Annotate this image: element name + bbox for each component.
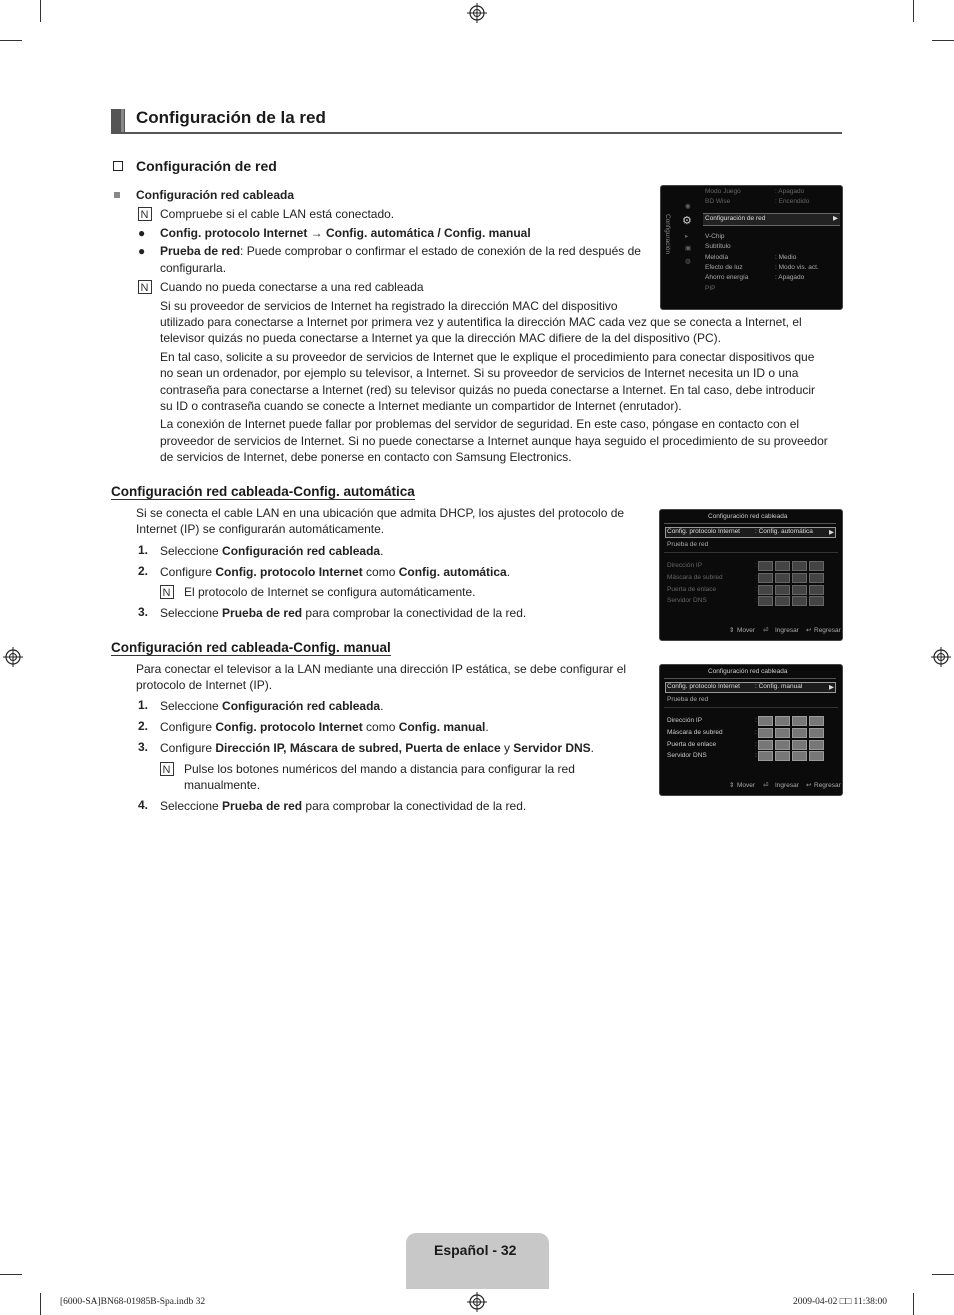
bullet-text: Config. protocolo Internet → Config. automática / Config. manual <box>160 226 531 240</box>
tv-menu-row-label: V-Chip <box>705 233 725 240</box>
ip-octet-box[interactable] <box>792 740 807 750</box>
ip-octet-box <box>758 596 773 606</box>
paragraph-line: protocolo de Internet (IP). <box>136 678 273 692</box>
step-text: Configure Config. protocolo Internet como Config. automática. <box>160 565 511 579</box>
bullet-text: configurarla. <box>160 261 227 275</box>
tv-menu-row-value: : Medio <box>775 254 797 261</box>
tv-field-label: Servidor DNS <box>667 752 707 759</box>
step-number: 3. <box>138 605 149 619</box>
ip-octet-box <box>792 573 807 583</box>
enter-icon: ⏎ <box>763 782 769 789</box>
svg-text:N: N <box>162 587 171 599</box>
tv-colon: : <box>755 752 757 759</box>
section-heading: Configuración de red <box>136 158 277 174</box>
tv-auto-screenshot <box>659 509 843 641</box>
checkbox-bullet-icon <box>113 161 123 171</box>
crop-mark <box>0 40 22 41</box>
ip-octet-box[interactable] <box>758 751 773 761</box>
paragraph-line: no sean un ordenador, por ejemplo su televisor, a Internet. Si su proveedor de servicios de Internet necesita un ID o una <box>160 366 799 380</box>
registration-mark-icon <box>467 1292 487 1312</box>
tv-menu-row-value: : Apagado <box>775 274 805 281</box>
tv-menu-icon: ▸ <box>685 233 689 240</box>
tv-colon: : <box>755 597 757 604</box>
title-rule <box>111 132 842 134</box>
page-number: Español - 32 <box>434 1242 517 1258</box>
square-bullet-icon <box>114 192 120 198</box>
updown-icon: ⇕ <box>729 627 735 634</box>
tv-colon: : <box>755 562 757 569</box>
step-number: 1. <box>138 543 149 557</box>
ip-octet-box <box>809 561 824 571</box>
ip-octet-box <box>809 596 824 606</box>
svg-text:N: N <box>140 209 149 221</box>
ip-octet-box[interactable] <box>758 728 773 738</box>
tv-screen-title: Configuración red cableada <box>708 668 788 675</box>
return-icon: ↩ <box>806 627 812 634</box>
tv-button-hint: Mover <box>737 627 756 634</box>
ip-octet-box <box>758 573 773 583</box>
arrow-right-icon: ▶ <box>829 529 834 536</box>
paragraph-line: Si su proveedor de servicios de Internet ha registrado la dirección MAC del dispositivo <box>160 299 618 313</box>
step-text: Configure Dirección IP, Máscara de subred, Puerta de enlace y Servidor DNS. <box>160 741 594 755</box>
tv-field-label: Dirección IP <box>667 562 703 569</box>
tv-button-hint: Regresar <box>814 782 841 789</box>
ip-octet-box <box>758 561 773 571</box>
note-icon <box>138 280 152 294</box>
ip-octet-box[interactable] <box>809 728 824 738</box>
ip-octet-box <box>775 596 790 606</box>
step-number: 1. <box>138 698 149 712</box>
tv-field-label: Máscara de subred <box>667 729 723 736</box>
tv-field-label: Dirección IP <box>667 717 703 724</box>
note-text: El protocolo de Internet se configura automáticamente. <box>184 585 476 599</box>
tv-colon: : <box>755 717 757 724</box>
subsection-heading: Configuración red cableada <box>136 188 295 202</box>
step-text: Seleccione Configuración red cableada. <box>160 544 384 558</box>
title-marker <box>121 109 124 133</box>
paragraph-line: Internet (IP) se configurarán automáticamente. <box>136 522 385 536</box>
manual-heading: Configuración red cableada-Config. manual <box>111 640 391 655</box>
bullet-dot: ● <box>138 244 146 258</box>
crop-mark <box>932 1274 954 1275</box>
ip-octet-box <box>809 573 824 583</box>
tv-button-hint: Ingresar <box>775 782 799 789</box>
tv-field-label: Puerta de enlace <box>667 741 717 748</box>
paragraph-line: proveedor de servicios de Internet. Si no puede conectarse a Internet aunque haya seguido el procedimiento de su proveedor <box>160 434 828 448</box>
ip-octet-box[interactable] <box>775 740 790 750</box>
step-text: Seleccione Prueba de red para comprobar la conectividad de la red. <box>160 799 527 813</box>
return-icon: ↩ <box>806 782 812 789</box>
tv-row-value: : Config. automática <box>755 528 813 535</box>
ip-octet-box[interactable] <box>809 740 824 750</box>
auto-heading: Configuración red cableada-Config. automática <box>111 484 415 499</box>
step-number: 2. <box>138 564 149 578</box>
enter-icon: ⏎ <box>763 627 769 634</box>
crop-mark <box>0 1274 22 1275</box>
ip-octet-box[interactable] <box>775 751 790 761</box>
ip-octet-box <box>809 585 824 595</box>
step-number: 4. <box>138 798 149 812</box>
ip-octet-box[interactable] <box>792 751 807 761</box>
tv-colon: : <box>755 586 757 593</box>
tv-title-divider <box>664 523 836 524</box>
arrow-right-icon: ▶ <box>833 215 838 222</box>
registration-mark-icon <box>931 647 951 667</box>
note-text: Cuando no pueda conectarse a una red cableada <box>160 280 424 294</box>
tv-menu-icon: ▣ <box>685 245 692 252</box>
bullet-dot: ● <box>138 226 146 240</box>
tv-button-hint: Mover <box>737 782 756 789</box>
tv-manual-screenshot <box>659 664 843 796</box>
tv-menu-selected-label: Configuración de red <box>705 215 766 222</box>
print-slug: 2009-04-02 □□ 11:38:00 <box>793 1297 887 1307</box>
paragraph-line: contraseña para conectarse a Internet (red) su televisor quizás no pueda conectarse a Internet. En tal caso, debe introducir <box>160 383 816 397</box>
ip-octet-box[interactable] <box>775 728 790 738</box>
tv-colon: : <box>755 741 757 748</box>
tv-menu-row-label: Subtítulo <box>705 243 731 250</box>
tv-field-label: Máscara de subred <box>667 574 723 581</box>
note-icon <box>160 762 174 776</box>
paragraph-line: televisor quizás no pueda conectarse a Internet ya que la dirección MAC difiere de la del dispositivo (PC). <box>160 331 721 345</box>
tv-screen-title: Configuración red cableada <box>708 513 788 520</box>
tv-menu-row-label: Melodía <box>705 254 729 261</box>
paragraph-line: su ID o contraseña cuando se conecte a Internet mediante un compartidor de Internet (enrutador). <box>160 399 682 413</box>
updown-icon: ⇕ <box>729 782 735 789</box>
tv-menu-row-value: : Modo vis. act. <box>775 264 819 271</box>
step-text: Seleccione Prueba de red para comprobar la conectividad de la red. <box>160 606 527 620</box>
ip-octet-box[interactable] <box>792 728 807 738</box>
ip-octet-box[interactable] <box>809 751 824 761</box>
print-slug: [6000-SA]BN68-01985B-Spa.indb 32 <box>60 1297 206 1307</box>
tv-menu-row-label: Efecto de luz <box>705 264 743 271</box>
ip-octet-box <box>792 561 807 571</box>
tv-button-hint: Regresar <box>814 627 841 634</box>
tv-colon: : <box>755 574 757 581</box>
note-text: Compruebe si el cable LAN está conectado. <box>160 207 395 221</box>
step-number: 2. <box>138 719 149 733</box>
tv-field-label: Puerta de enlace <box>667 586 717 593</box>
crop-mark <box>913 0 914 22</box>
paragraph-line: de servicios de Internet, debe ponerse en contacto con Samsung Electronics. <box>160 450 572 464</box>
bullet-text: Prueba de red: Puede comprobar o confirmar el estado de conexión de la red después de <box>160 244 641 258</box>
svg-text:N: N <box>162 764 171 776</box>
tv-row-label: Config. protocolo Internet <box>667 683 740 690</box>
tv-row-value: : Config. manual <box>755 683 803 690</box>
note-text: manualmente. <box>184 778 261 792</box>
ip-octet-box[interactable] <box>792 716 807 726</box>
ip-octet-box <box>792 585 807 595</box>
tv-menu-row-value: : Apagado <box>775 188 805 195</box>
tv-row-label: Config. protocolo Internet <box>667 528 740 535</box>
step-text: Configure Config. protocolo Internet como Config. manual. <box>160 720 489 734</box>
crop-mark <box>932 40 954 41</box>
note-icon <box>138 207 152 221</box>
tv-side-label: Configuración <box>664 214 671 255</box>
tv-menu-icon: ◍ <box>685 258 691 265</box>
tv-field-label: Servidor DNS <box>667 597 707 604</box>
tv-divider <box>664 707 838 708</box>
tv-button-hint: Ingresar <box>775 627 799 634</box>
ip-octet-box <box>792 596 807 606</box>
crop-mark <box>40 0 41 22</box>
tv-menu-row-label: Modo Juego <box>705 188 741 195</box>
tv-menu-row-label: Ahorro energía <box>705 274 749 281</box>
paragraph-line: Para conectar el televisor a la LAN mediante una dirección IP estática, se debe configurar el <box>136 662 627 676</box>
tv-menu-row-label: PIP <box>705 285 716 292</box>
ip-octet-box <box>758 585 773 595</box>
gear-icon: ⚙ <box>682 215 692 227</box>
tv-title-divider <box>664 678 836 679</box>
ip-octet-box <box>775 573 790 583</box>
registration-mark-icon <box>3 647 23 667</box>
note-text: Pulse los botones numéricos del mando a distancia para configurar la red <box>184 762 575 776</box>
ip-octet-box <box>775 585 790 595</box>
tv-row-label: Prueba de red <box>667 696 709 703</box>
step-number: 3. <box>138 740 149 754</box>
ip-octet-box[interactable] <box>758 716 773 726</box>
tv-row-label: Prueba de red <box>667 541 709 548</box>
paragraph-line: Si se conecta el cable LAN en una ubicación que admita DHCP, los ajustes del protocolo de <box>136 506 625 520</box>
tv-menu-screenshot <box>660 185 843 310</box>
crop-mark <box>913 1293 914 1315</box>
svg-text:N: N <box>140 282 149 294</box>
ip-octet-box[interactable] <box>775 716 790 726</box>
tv-menu-row-label: BD Wise <box>705 198 731 205</box>
ip-octet-box[interactable] <box>809 716 824 726</box>
ip-octet-box[interactable] <box>758 740 773 750</box>
tv-colon: : <box>755 729 757 736</box>
page-title: Configuración de la red <box>136 108 326 127</box>
step-text: Seleccione Configuración red cableada. <box>160 699 384 713</box>
paragraph-line: utilizado para conectarse a Internet por primera vez y autentifica la dirección MAC cada vez que se conecta a Internet, el <box>160 315 802 329</box>
crop-mark <box>40 1293 41 1315</box>
registration-mark-icon <box>467 3 487 23</box>
tv-menu-icon: ◉ <box>685 203 691 210</box>
paragraph-line: En tal caso, solicite a su proveedor de servicios de Internet que le explique el procedimiento para conectar dispositivos que <box>160 350 815 364</box>
ip-octet-box <box>775 561 790 571</box>
paragraph-line: La conexión de Internet puede fallar por problemas del servidor de seguridad. En este caso, póngase en contacto con el <box>160 417 800 431</box>
arrow-right-icon: ▶ <box>829 684 834 691</box>
tv-divider <box>664 552 838 553</box>
note-icon <box>160 585 174 599</box>
tv-menu-row-value: : Encendido <box>775 198 810 205</box>
